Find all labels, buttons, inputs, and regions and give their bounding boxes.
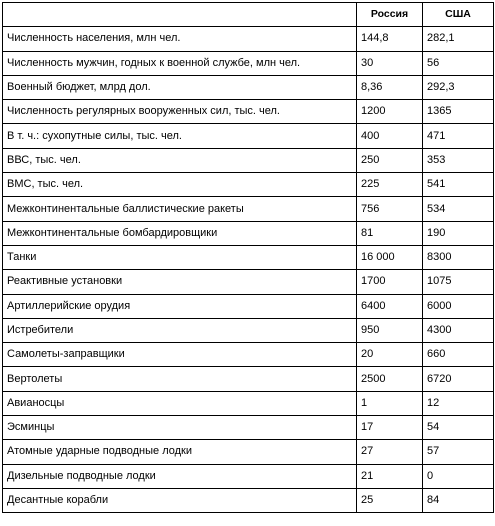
usa-value-cell: 6000 [423,294,494,318]
usa-value-cell: 660 [423,343,494,367]
table-row [3,367,494,391]
table-row [3,416,494,440]
russia-value-cell: 756 [357,197,423,221]
indicator-cell: Дизельные подводные лодки [3,464,357,488]
table-row [3,27,494,51]
table-row [3,318,494,342]
russia-value-cell: 2500 [357,367,423,391]
table-row [3,488,494,512]
table-row [3,343,494,367]
indicator-cell: Численность населения, млн чел. [3,27,357,51]
usa-value-cell: 1365 [423,100,494,124]
table-row [3,245,494,269]
header-usa: США [423,3,494,27]
usa-value-cell: 471 [423,124,494,148]
header-indicator [3,3,357,27]
usa-value-cell: 534 [423,197,494,221]
table-row [3,440,494,464]
russia-value-cell: 950 [357,318,423,342]
usa-value-cell: 1075 [423,270,494,294]
indicator-cell: Реактивные установки [3,270,357,294]
indicator-cell: ВВС, тыс. чел. [3,148,357,172]
table-row [3,221,494,245]
table-row [3,270,494,294]
russia-value-cell: 1 [357,391,423,415]
comparison-table-container [2,2,494,513]
usa-value-cell: 57 [423,440,494,464]
usa-value-cell: 84 [423,488,494,512]
russia-value-cell: 20 [357,343,423,367]
indicator-cell: Авианосцы [3,391,357,415]
russia-value-cell: 30 [357,51,423,75]
indicator-cell: Межконтинентальные бомбардировщики [3,221,357,245]
indicator-cell: Численность мужчин, годных к военной службе, млн чел. [3,51,357,75]
table-header-row [3,3,494,27]
indicator-cell: Военный бюджет, млрд дол. [3,75,357,99]
russia-value-cell: 400 [357,124,423,148]
indicator-cell: Самолеты-заправщики [3,343,357,367]
russia-value-cell: 8,36 [357,75,423,99]
usa-value-cell: 54 [423,416,494,440]
table-body [3,27,494,513]
table-row [3,75,494,99]
usa-value-cell: 0 [423,464,494,488]
russia-value-cell: 17 [357,416,423,440]
usa-value-cell: 12 [423,391,494,415]
indicator-cell: Танки [3,245,357,269]
usa-value-cell: 292,3 [423,75,494,99]
table-row [3,391,494,415]
indicator-cell: ВМС, тыс. чел. [3,173,357,197]
table-row [3,464,494,488]
comparison-table [2,2,494,513]
usa-value-cell: 282,1 [423,27,494,51]
indicator-cell: Артиллерийские орудия [3,294,357,318]
russia-value-cell: 25 [357,488,423,512]
indicator-cell: В т. ч.: сухопутные силы, тыс. чел. [3,124,357,148]
indicator-cell: Вертолеты [3,367,357,391]
usa-value-cell: 4300 [423,318,494,342]
russia-value-cell: 250 [357,148,423,172]
indicator-cell: Истребители [3,318,357,342]
russia-value-cell: 1200 [357,100,423,124]
table-row [3,173,494,197]
russia-value-cell: 144,8 [357,27,423,51]
russia-value-cell: 16 000 [357,245,423,269]
usa-value-cell: 56 [423,51,494,75]
header-russia: Россия [357,3,423,27]
russia-value-cell: 1700 [357,270,423,294]
russia-value-cell: 81 [357,221,423,245]
russia-value-cell: 6400 [357,294,423,318]
table-row [3,124,494,148]
usa-value-cell: 8300 [423,245,494,269]
indicator-cell: Межконтинентальные баллистические ракеты [3,197,357,221]
indicator-cell: Атомные ударные подводные лодки [3,440,357,464]
usa-value-cell: 541 [423,173,494,197]
table-row [3,51,494,75]
indicator-cell: Десантные корабли [3,488,357,512]
table-row [3,148,494,172]
russia-value-cell: 27 [357,440,423,464]
usa-value-cell: 353 [423,148,494,172]
table-row [3,294,494,318]
table-row [3,100,494,124]
russia-value-cell: 21 [357,464,423,488]
table-row [3,197,494,221]
usa-value-cell: 6720 [423,367,494,391]
indicator-cell: Численность регулярных вооруженных сил, тыс. чел. [3,100,357,124]
indicator-cell: Эсминцы [3,416,357,440]
russia-value-cell: 225 [357,173,423,197]
usa-value-cell: 190 [423,221,494,245]
